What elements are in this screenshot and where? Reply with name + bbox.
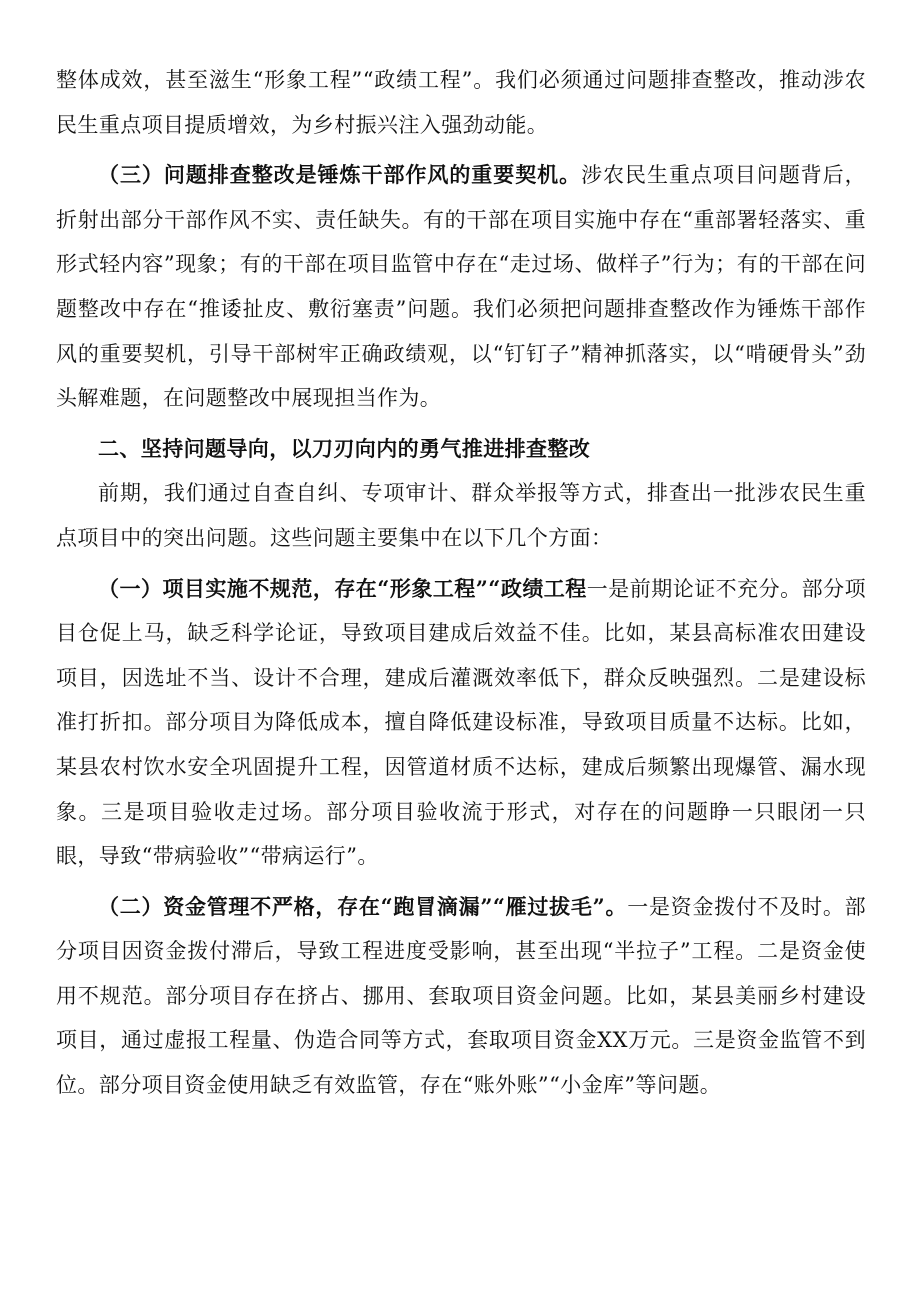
- paragraph-text: 整体成效，甚至滋生“形象工程”“政绩工程”。我们必须通过问题排查整改，推动涉农民生重点项目提质增效，为乡村振兴注入强劲动能。: [56, 68, 866, 137]
- paragraph-lead-heading: （二）资金管理不严格，存在“跑冒滴漏”“雁过拔毛”。: [98, 893, 628, 919]
- document-body: [56, 58, 866, 1108]
- paragraph-item-two: [56, 885, 866, 1108]
- paragraph-intro: [56, 471, 866, 560]
- paragraph-lead-heading: （一）项目实施不规范，存在“形象工程”“政绩工程: [98, 575, 587, 601]
- paragraph-text: 一是资金拨付不及时。部分项目因资金拨付滞后，导致工程进度受影响，甚至出现“半拉子”工程。二是资金使用不规范。部分项目存在挤占、挪用、套取项目资金问题。比如，某县美丽乡村建设项目，通过虚报工程量、伪造合同等方式，套取项目资金XX万元。三是资金监管不到位。部分项目资金使用缺乏有效监管，存在“账外账”“小金库”等问题。: [56, 894, 866, 1098]
- paragraph-section-three: [56, 153, 866, 421]
- paragraph-item-one: [56, 567, 866, 879]
- paragraph-text: 前期，我们通过自查自纠、专项审计、群众举报等方式，排查出一批涉农民生重点项目中的突出问题。这些问题主要集中在以下几个方面：: [56, 481, 866, 550]
- section-heading-two: [56, 427, 866, 472]
- paragraph-text: 涉农民生重点项目问题背后，折射出部分干部作风不实、责任缺失。有的干部在项目实施中存在“重部署轻落实、重形式轻内容”现象；有的干部在项目监管中存在“走过场、做样子”行为；有的干部在问题整改中存在“推诿扯皮、敷衍塞责”问题。我们必须把问题排查整改作为锤炼干部作风的重要契机，引导干部树牢正确政绩观，以“钉钉子”精神抓落实，以“啃硬骨头”劲头解难题，在问题整改中展现担当作为。: [56, 163, 866, 411]
- section-heading-text: 二、坚持问题导向，以刀刃向内的勇气推进排查整改: [98, 435, 591, 461]
- paragraph-continuation: [56, 58, 866, 147]
- paragraph-text: 一是前期论证不充分。部分项目仓促上马，缺乏科学论证，导致项目建成后效益不佳。比如，某县高标准农田建设项目，因选址不当、设计不合理，建成后灌溉效率低下，群众反映强烈。二是建设标准打折扣。部分项目为降低成本，擅自降低建设标准，导致项目质量不达标。比如，某县农村饮水安全巩固提升工程，因管道材质不达标，建成后频繁出现爆管、漏水现象。三是项目验收走过场。部分项目验收流于形式，对存在的问题睁一只眼闭一只眼，导致“带病验收”“带病运行”。: [56, 576, 866, 869]
- paragraph-lead-heading: （三）问题排查整改是锤炼干部作风的重要契机。: [98, 162, 582, 188]
